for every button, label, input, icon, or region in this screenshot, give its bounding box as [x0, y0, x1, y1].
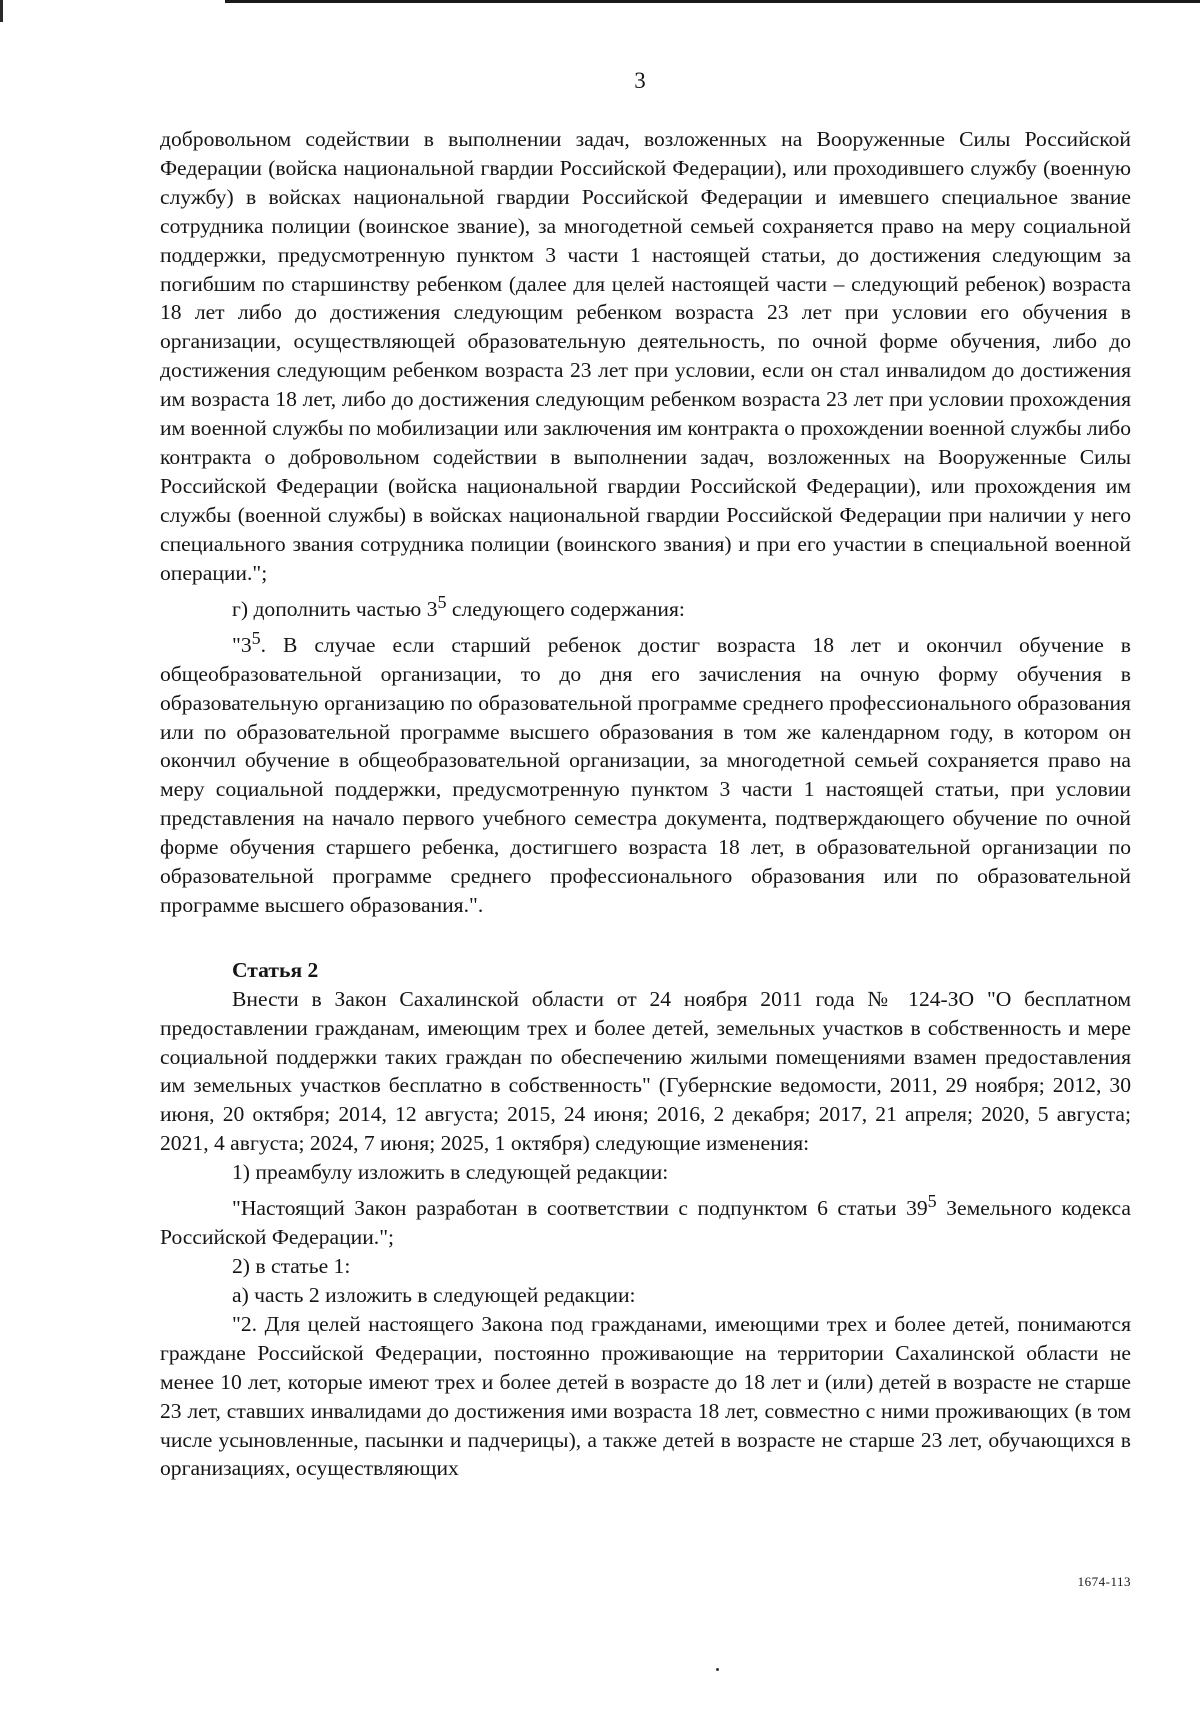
- paragraph-item-1: 1) преамбулу изложить в следующей редакции:: [232, 1160, 669, 1185]
- superscript: 5: [927, 1191, 937, 1212]
- document-code: 1674-113: [1077, 1574, 1131, 1589]
- paragraph-text: следующего содержания:: [446, 596, 685, 621]
- paragraph-item-a: а) часть 2 изложить в следующей редакции:: [232, 1283, 636, 1307]
- paragraph-preamble-text: [160, 1187, 1131, 1252]
- superscript: 5: [251, 627, 261, 648]
- paragraph-text: Земельного кодекса Российской Федерации.";: [160, 1196, 1131, 1250]
- article-heading: Статья 2: [232, 957, 319, 982]
- document-body: [160, 125, 1131, 1483]
- scan-edge-mark: [0, 0, 3, 22]
- paragraph-text: г) дополнить частью 3: [232, 596, 438, 621]
- paragraph-text: "Настоящий Закон разработан в соответствии с подпунктом 6 статьи 39: [232, 1196, 928, 1221]
- paragraph-continuation: добровольном содействии в выполнении задач, возложенных на Вооруженные Силы Российской Федерации (войска национальной гвардии Российской Федерации), или проходившего службу (военную службу) в войсках национальной гвардии Российской Федерации и имевшего специальное звание сотрудника полиции (воинское звание), за многодетной семьей сохраняется право на меру социальной поддержки, предусмотренную пунктом 3 части 1 настоящей статьи, до достижения следующим за погибшим по старшинству ребенком (далее для целей настоящей части – следующий ребенок) возраста 18 лет либо до достижения следующим ребенком возраста 23 лет при условии его обучения в организации, осуществляющей образовательную деятельность, по очной форме обучения, либо до достижения следующим ребенком возраста 23 лет при условии, если он стал инвалидом до достижения им возраста 18 лет, либо до достижения следующим ребенком возраста 23 лет при условии прохождения им военной службы по мобилизации или заключения им контракта о прохождении военной службы либо контракта о добровольном содействии в выполнении задач, возложенных на Вооруженные Силы Российской Федерации (войска национальной гвардии Российской Федерации), или прохождения им службы (военной службы) в войсках национальной гвардии Российской Федерации при наличии у него специального звания сотрудника полиции (воинского звания) и при его участии в специальной военной операции.";: [160, 127, 1131, 585]
- paragraph-item-2: 2) в статье 1:: [232, 1254, 351, 1279]
- scan-dot: [716, 1668, 719, 1671]
- paragraph-amendment-g: [160, 588, 1131, 624]
- page-number: 3: [634, 68, 646, 93]
- superscript: 5: [437, 591, 447, 612]
- paragraph-part-3-5: [160, 624, 1131, 920]
- spacer: [160, 920, 1131, 956]
- paragraph-text: . В случае если старший ребенок достиг возраста 18 лет и окончил обучение в общеобразовательной организации, то до дня его зачисления на очную форму обучения в образовательную организацию по образовательной программе среднего профессионального образования или по образовательной программе высшего образования в том же календарном году, в котором он окончил обучение в общеобразовательной организации, за многодетной семьей сохраняется право на меру социальной поддержки, предусмотренную пунктом 3 части 1 настоящей статьи, при условии представления на начало первого учебного семестра документа, подтверждающего обучение по очной форме обучения старшего ребенка, достигшего возраста 18 лет, в образовательной организации по образовательной программе среднего профессионального образования или по образовательной программе высшего образования.".: [160, 632, 1131, 917]
- scan-top-rule: [225, 0, 1200, 3]
- paragraph-text: "3: [232, 632, 252, 657]
- paragraph-article-2-intro: Внести в Закон Сахалинской области от 24 ноября 2011 года № 124-ЗО "О бесплатном предоставлении гражданам, имеющим трех и более детей, земельных участков в собственность и мере социальной поддержки таких граждан по обеспечению жилыми помещениями взамен предоставления им земельных участков бесплатно в собственность" (Губернские ведомости, 2011, 29 ноября; 2012, 30 июня, 20 октября; 2014, 12 августа; 2015, 24 июня; 2016, 2 декабря; 2017, 21 апреля; 2020, 5 августа; 2021, 4 августа; 2024, 7 июня; 2025, 1 октября) следующие изменения:: [160, 986, 1131, 1156]
- paragraph-part-2-text: "2. Для целей настоящего Закона под гражданами, имеющими трех и более детей, понимаются граждане Российской Федерации, постоянно проживающие на территории Сахалинской области не менее 10 лет, которые имеют трех и более детей в возрасте до 18 лет и (или) детей в возрасте не старше 23 лет, ставших инвалидами до достижения ими возраста 18 лет, совместно с ними проживающих (в том числе усыновленные, пасынки и падчерицы), а также детей в возрасте не старше 23 лет, обучающихся в организациях, осуществляющих: [160, 1311, 1131, 1481]
